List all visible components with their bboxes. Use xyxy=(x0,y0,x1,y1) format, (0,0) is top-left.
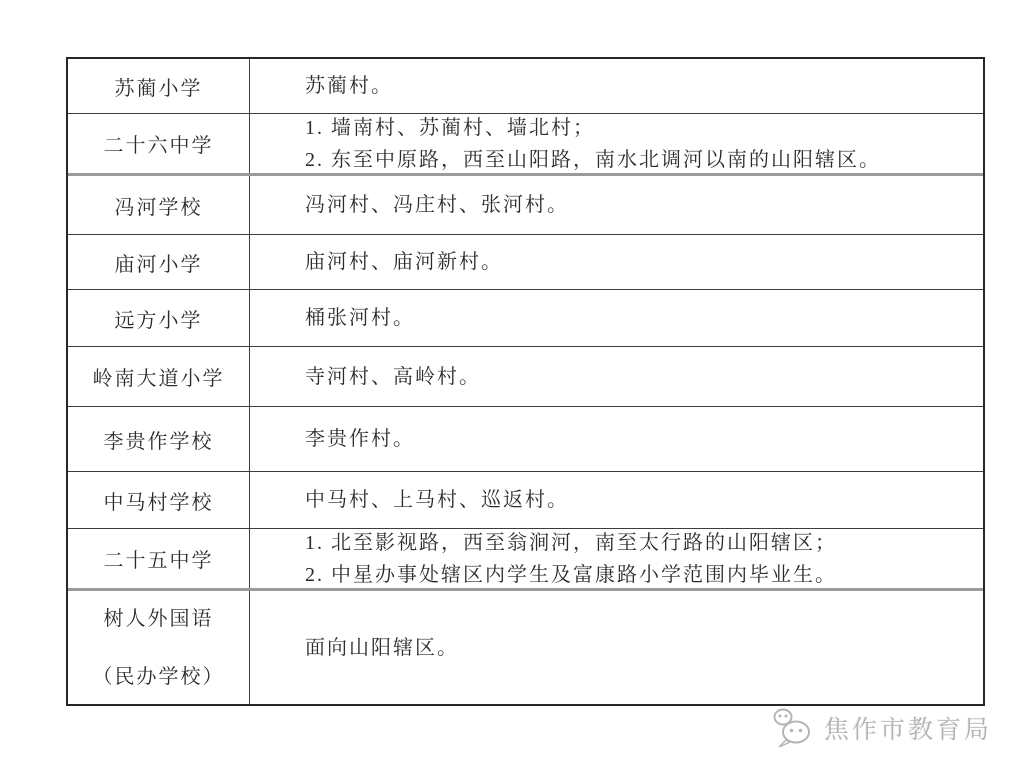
service-area-line: 李贵作村。 xyxy=(305,428,415,450)
school-name-cell xyxy=(68,347,250,406)
table-row xyxy=(68,472,983,529)
service-area-line: 桶张河村。 xyxy=(305,307,415,329)
table-row xyxy=(68,176,983,235)
school-name-line: 李贵作学校 xyxy=(103,430,214,453)
school-name-cell xyxy=(68,472,250,528)
table-row xyxy=(68,235,983,290)
watermark-text: 焦作市教育局 xyxy=(823,717,992,744)
school-name-line: 二十六中学 xyxy=(103,135,214,157)
school-name-line: 苏蔺小学 xyxy=(114,77,203,100)
service-area-cell xyxy=(250,176,983,234)
school-name-cell xyxy=(68,176,250,234)
service-area-line: 面向山阳辖区。 xyxy=(305,636,459,659)
service-area-line: 1. 北至影视路，西至翁涧河，南至太行路的山阳辖区； xyxy=(305,531,837,554)
service-area-line: 苏蔺村。 xyxy=(305,75,393,97)
watermark xyxy=(769,706,992,750)
service-area-line: 庙河村、庙河新村。 xyxy=(305,251,503,273)
table-row xyxy=(68,591,983,704)
table-row xyxy=(68,59,983,114)
service-area-cell xyxy=(250,290,983,346)
service-area-cell xyxy=(250,472,983,528)
school-name-line: （民办学校） xyxy=(92,665,225,688)
school-name-cell xyxy=(68,235,250,289)
service-area-cell xyxy=(250,114,983,173)
service-area-cell xyxy=(250,235,983,289)
school-name-cell xyxy=(68,591,250,704)
service-area-cell xyxy=(250,591,983,704)
school-name-line: 树人外国语 xyxy=(103,607,214,630)
school-name-cell xyxy=(68,59,250,113)
school-name-line: 中马村学校 xyxy=(103,491,214,514)
table-row xyxy=(68,114,983,176)
school-name-line: 庙河小学 xyxy=(114,253,203,276)
school-name-cell xyxy=(68,114,250,173)
school-name-cell xyxy=(68,529,250,588)
service-area-line: 2. 东至中原路，西至山阳路，南水北调河以南的山阳辖区。 xyxy=(305,148,881,171)
school-name-line: 远方小学 xyxy=(114,309,203,332)
school-name-line: 二十五中学 xyxy=(103,550,214,572)
service-area-line: 中马村、上马村、巡返村。 xyxy=(305,489,569,511)
wechat-icon xyxy=(769,707,817,749)
table-row xyxy=(68,347,983,407)
service-area-cell xyxy=(250,59,983,113)
service-area-cell xyxy=(250,407,983,471)
service-area-cell xyxy=(250,347,983,406)
service-area-cell xyxy=(250,529,983,588)
service-area-line: 2. 中星办事处辖区内学生及富康路小学范围内毕业生。 xyxy=(305,563,837,586)
table-row xyxy=(68,290,983,347)
school-name-line: 冯河学校 xyxy=(114,196,203,219)
school-name-cell xyxy=(68,407,250,471)
service-area-line: 1. 墙南村、苏蔺村、墙北村； xyxy=(305,116,595,139)
school-districts-table xyxy=(66,57,985,706)
table-row xyxy=(68,529,983,591)
service-area-line: 寺河村、高岭村。 xyxy=(305,365,481,388)
school-name-cell xyxy=(68,290,250,346)
table-row xyxy=(68,407,983,472)
school-name-line: 岭南大道小学 xyxy=(92,368,225,390)
service-area-line: 冯河村、冯庄村、张河村。 xyxy=(305,194,569,216)
